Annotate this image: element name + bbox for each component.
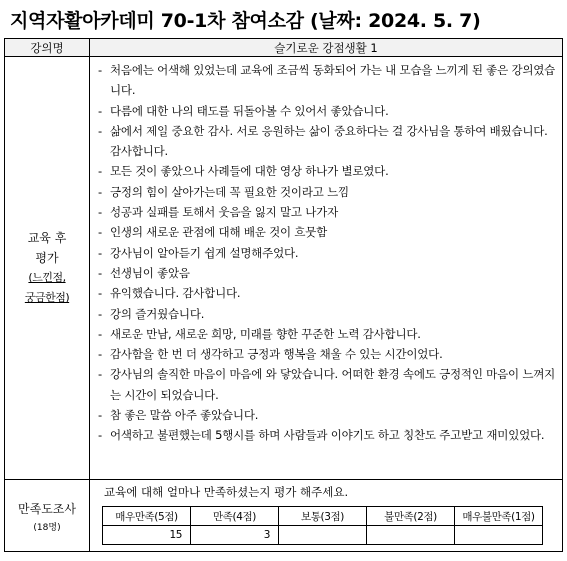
course-name-cell: 슬기로운 강점생활 1 bbox=[90, 39, 563, 57]
review-label-line3: (느낀점, bbox=[28, 271, 66, 284]
review-item: - 긍정의 힘이 살아가는데 꼭 필요한 것이라고 느낌 bbox=[94, 182, 556, 202]
review-label-cell bbox=[5, 57, 90, 480]
score-value-row bbox=[103, 526, 543, 545]
score-col-dissatisfied: 불만족(2점) bbox=[367, 507, 455, 526]
score-col-neutral: 보통(3점) bbox=[279, 507, 367, 526]
review-content-cell bbox=[90, 57, 563, 480]
score-val-dissatisfied bbox=[367, 526, 455, 545]
review-list bbox=[90, 57, 562, 446]
review-item: - 처음에는 어색해 있었는데 교육에 조금씩 동화되어 가는 내 모습을 느끼게 된 좋은 강의였습니다. bbox=[94, 60, 556, 101]
review-item: - 참 좋은 말씀 아주 좋았습니다. bbox=[94, 405, 556, 425]
review-item: - 선생님이 좋았음 bbox=[94, 263, 556, 283]
review-item: - 감사함을 한 번 더 생각하고 긍정과 행복을 채울 수 있는 시간이었다. bbox=[94, 344, 556, 364]
survey-question: 교육에 대해 얼마나 만족하셨는지 평가 해주세요. bbox=[104, 485, 349, 499]
review-item: - 강사님의 솔직한 마음이 마음에 와 닿았습니다. 어떠한 환경 속에도 긍정적인 마음이 느껴지는 시간이 되었습니다. bbox=[94, 364, 556, 405]
header-row bbox=[5, 39, 563, 57]
score-val-neutral bbox=[279, 526, 367, 545]
survey-row bbox=[5, 480, 563, 552]
evaluation-table bbox=[4, 38, 563, 552]
review-item: - 인생의 새로운 관점에 대해 배운 것이 흐뭇함 bbox=[94, 222, 556, 242]
review-item: - 유익했습니다. 감사합니다. bbox=[94, 283, 556, 303]
review-label-line1: 교육 후 bbox=[27, 231, 67, 245]
review-item: - 강의 즐거웠습니다. bbox=[94, 304, 556, 324]
review-label-line2: 평가 bbox=[35, 251, 59, 265]
survey-label-cell bbox=[5, 480, 90, 552]
review-item: - 새로운 만남, 새로운 희망, 미래를 향한 꾸준한 노력 감사합니다. bbox=[94, 324, 556, 344]
score-col-satisfied: 만족(4점) bbox=[191, 507, 279, 526]
score-col-very-dissatisfied: 매우불만족(1점) bbox=[455, 507, 543, 526]
review-item: - 모든 것이 좋았으나 사례들에 대한 영상 하나가 별로였다. bbox=[94, 161, 556, 181]
review-label-line4: 궁금한점) bbox=[24, 291, 70, 304]
score-val-satisfied: 3 bbox=[191, 526, 279, 545]
review-item: - 어색하고 불편했는데 5행시를 하며 사람들과 이야기도 하고 칭찬도 주고받고 재미있었다. bbox=[94, 425, 556, 445]
review-item: - 다름에 대한 나의 태도를 뒤돌아볼 수 있어서 좋았습니다. bbox=[94, 101, 556, 121]
score-col-very-satisfied: 매우만족(5점) bbox=[103, 507, 191, 526]
score-header-row bbox=[103, 507, 543, 526]
review-item: - 삶에서 제일 중요한 감사. 서로 응원하는 삶이 중요하다는 걸 강사님을 통하여 배웠습니다. 감사합니다. bbox=[94, 121, 556, 162]
page-title: 지역자활아카데미 70-1차 참여소감 (날짜: 2024. 5. 7) bbox=[10, 10, 481, 32]
review-row bbox=[5, 57, 563, 480]
header-label-cell: 강의명 bbox=[5, 39, 90, 57]
survey-content-cell bbox=[90, 480, 563, 552]
score-val-very-dissatisfied bbox=[455, 526, 543, 545]
review-item: - 강사님이 알아듣기 쉽게 설명해주었다. bbox=[94, 243, 556, 263]
survey-label: 만족도조사 bbox=[18, 502, 76, 516]
survey-count: (18명) bbox=[33, 523, 61, 533]
review-item: - 성공과 실패를 토해서 웃음을 잃지 말고 나가자 bbox=[94, 202, 556, 222]
score-table bbox=[102, 506, 543, 545]
score-val-very-satisfied: 15 bbox=[103, 526, 191, 545]
